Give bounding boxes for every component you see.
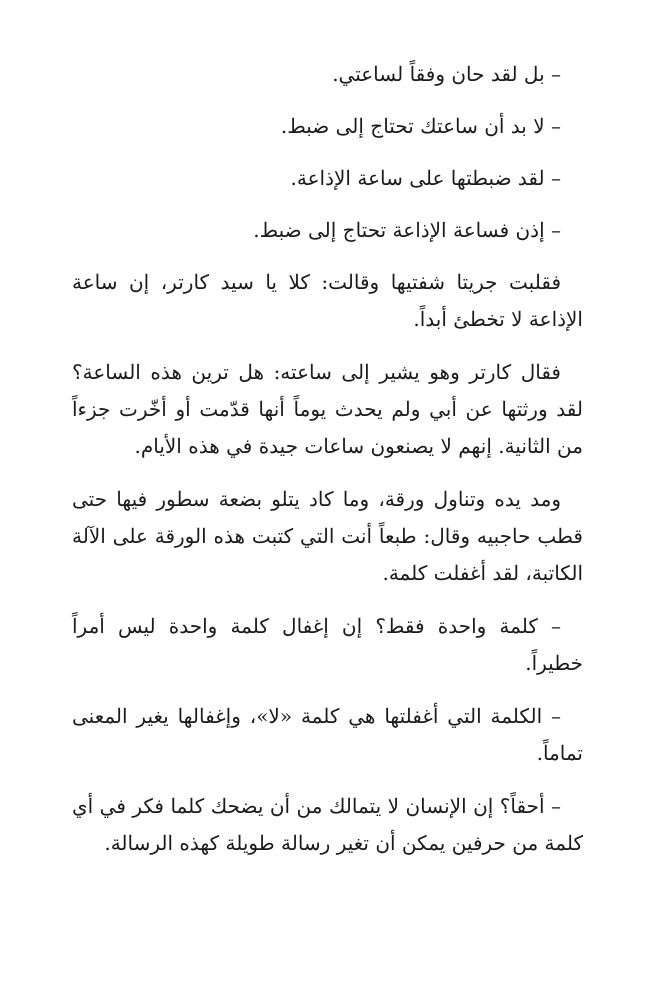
narration-paragraph-3: ومد يده وتناول ورقة، وما كاد يتلو بضعة سطور فيها حتى قطب حاجبيه وقال: طبعاً أنت التي كتبت هذه الورقة على الآلة الكاتبة، لقد أغفلت كلمة. (72, 487, 583, 585)
dialogue-line-1: – بل لقد حان وفقاً لساعتي. (332, 62, 561, 86)
dialogue-line-2: – لا بد أن ساعتك تحتاج إلى ضبط. (280, 114, 561, 138)
page-text (72, 56, 583, 862)
dialogue-paragraph-2: – الكلمة التي أغفلتها هي كلمة «لا»، وإغفالها يغير المعنى تماماً. (72, 704, 583, 765)
dialogue-paragraph-3: – أحقاً؟ إن الإنسان لا يتمالك من أن يضحك كلما فكر في أي كلمة من حرفين يمكن أن تغير رسالة طويلة كهذه الرسالة. (72, 794, 583, 855)
narration-paragraph-2: فقال كارتر وهو يشير إلى ساعته: هل ترين هذه الساعة؟ لقد ورثتها عن أبي ولم يحدث يوماً أنها قدّمت أو أخّرت جزءاً من الثانية. إنهم لا يصنعون ساعات جيدة في هذه الأيام. (72, 360, 583, 458)
narration-paragraph-1: فقلبت جريتا شفتيها وقالت: كلا يا سيد كارتر، إن ساعة الإذاعة لا تخطئ أبداً. (72, 270, 583, 331)
dialogue-line-4: – إذن فساعة الإذاعة تحتاج إلى ضبط. (253, 218, 561, 242)
dialogue-line-3: – لقد ضبطتها على ساعة الإذاعة. (290, 166, 561, 190)
dialogue-paragraph-1: – كلمة واحدة فقط؟ إن إغفال كلمة واحدة ليس أمراً خطيراً. (72, 614, 583, 675)
